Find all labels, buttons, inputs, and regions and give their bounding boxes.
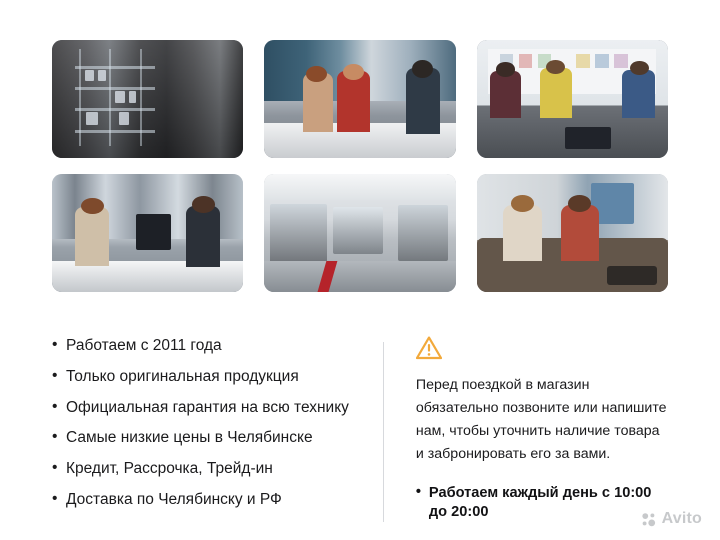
photo-content <box>52 40 243 158</box>
photo-store-display-cases <box>52 40 243 158</box>
advantages-column <box>52 336 353 522</box>
photo-content <box>477 174 668 292</box>
photo-customer-and-seller <box>52 174 243 292</box>
list-item: • Официальная гарантия на всю технику <box>52 398 353 418</box>
notice-column <box>414 336 668 522</box>
list-item: • Кредит, Рассрочка, Трейд-ин <box>52 459 353 479</box>
advantages-list <box>52 336 353 510</box>
avito-watermark-text: Avito <box>661 510 702 527</box>
photo-staff-with-laptop <box>477 40 668 158</box>
photo-showroom-interior <box>264 174 455 292</box>
avito-logo-icon <box>640 511 657 528</box>
info-section <box>52 336 668 522</box>
vertical-divider <box>383 342 384 522</box>
photo-couple-on-sofa <box>477 174 668 292</box>
working-hours: • Работаем каждый день с 10:00 до 20:00 <box>416 484 668 522</box>
list-item: • Работаем с 2011 года <box>52 336 353 356</box>
notice-text: Перед поездкой в магазин обязательно позвоните или напишите нам, чтобы уточнить наличие товара и забронировать его за вами. <box>415 377 667 462</box>
photo-gallery <box>52 40 668 292</box>
warning-icon <box>416 336 442 360</box>
photo-content <box>264 40 455 158</box>
photo-content <box>264 174 455 292</box>
list-item: • Доставка по Челябинску и РФ <box>52 490 353 510</box>
photo-content <box>477 40 668 158</box>
list-item: • Только оригинальная продукция <box>52 367 353 387</box>
list-item: • Самые низкие цены в Челябинске <box>52 428 353 448</box>
photo-content <box>52 174 243 292</box>
photo-customers-at-counter <box>264 40 455 158</box>
avito-watermark <box>640 510 702 528</box>
